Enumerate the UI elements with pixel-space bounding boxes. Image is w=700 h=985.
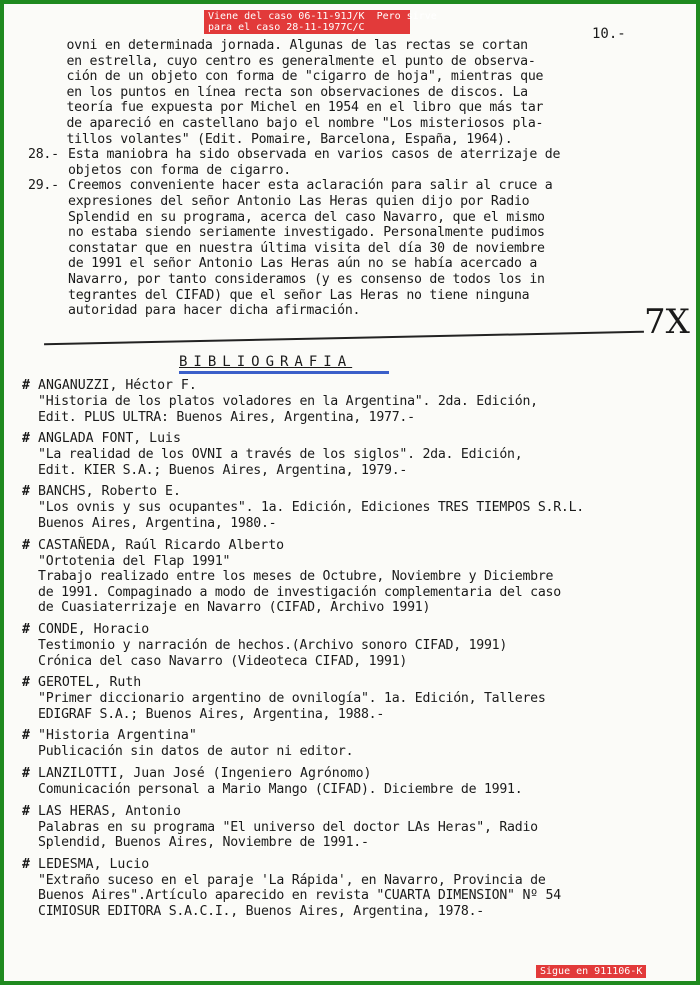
entry-line: EDIGRAF S.A.; Buenos Aires, Argentina, 1988.- <box>38 706 385 722</box>
entry-line: "La realidad de los OVNI a través de los siglos". 2da. Edición, <box>38 447 523 463</box>
entry-author <box>22 804 682 820</box>
entry-author <box>22 766 682 782</box>
author-name: BANCHS, Roberto E. <box>38 484 181 500</box>
note-text: autoridad para hacer dicha afirmación. <box>68 303 361 319</box>
note-28 <box>28 147 668 163</box>
entry-marker: # <box>22 803 30 819</box>
bibliography-entry <box>22 857 682 920</box>
entry-author <box>22 431 682 447</box>
entry-marker: # <box>22 378 30 393</box>
author-name: CASTAÑEDA, Raúl Ricardo Alberto <box>38 537 285 553</box>
entry-line: Trabajo realizado entre los meses de Octubre, Noviembre y Diciembre <box>38 569 554 585</box>
entry-line: Edit. PLUS ULTRA: Buenos Aires, Argentina, 1977.- <box>38 409 415 425</box>
entry-line: de Cuasiaterrizaje en Navarro (CIFAD, Archivo 1991) <box>38 600 431 616</box>
entry-line: Buenos Aires, Argentina, 1980.- <box>38 515 277 531</box>
author-name: "Historia Argentina" <box>38 728 197 744</box>
entry-marker: # <box>22 537 30 553</box>
note-text: objetos con forma de cigarro. <box>68 162 291 178</box>
note-line: en estrella, cuyo centro es generalmente el punto de observa- <box>28 53 536 69</box>
bibliography-entry <box>22 378 682 425</box>
handwritten-divider <box>44 331 644 346</box>
note-number: 29.- <box>28 178 59 194</box>
entry-line: "Historia de los platos voladores en la Argentina". 2da. Edición, <box>38 394 538 409</box>
entry-line: Crónica del caso Navarro (Videoteca CIFAD, 1991) <box>38 653 408 669</box>
author-name: GEROTEL, Ruth <box>38 675 142 691</box>
note-text: tegrantes del CIFAD) que el señor Las Heras no tiene ninguna <box>68 287 530 303</box>
note-line: ovni en determinada jornada. Algunas de las rectas se cortan <box>28 38 528 53</box>
entry-marker: # <box>22 765 30 781</box>
bibliography-entry <box>22 538 682 616</box>
entry-line: "Los ovnis y sus ocupantes". 1a. Edición, Ediciones TRES TIEMPOS S.R.L. <box>38 500 584 516</box>
entry-author <box>22 675 682 691</box>
footnotes-section <box>28 38 668 319</box>
page-number: 10.- <box>592 26 626 42</box>
entry-line: Buenos Aires".Artículo aparecido en revista "CUARTA DIMENSION" Nº 54 <box>38 888 561 904</box>
note-line <box>28 194 668 210</box>
entry-marker: # <box>22 621 30 637</box>
entry-author <box>22 484 682 500</box>
bibliography-heading: BIBLIOGRAFIA <box>179 354 353 370</box>
author-name: LANZILOTTI, Juan José (Ingeniero Agrónomo) <box>38 765 372 781</box>
bibliography-entry <box>22 431 682 478</box>
author-name: LEDESMA, Lucio <box>38 856 150 872</box>
entry-line: "Primer diccionario argentino de ovnilogía". 1a. Edición, Talleres <box>38 691 546 707</box>
bibliography-entry <box>22 484 682 531</box>
entry-marker: # <box>22 431 30 447</box>
heading-highlight <box>179 371 389 374</box>
author-name: ANGLADA FONT, Luis <box>38 431 181 447</box>
note-text: Splendid en su programa, acerca del caso Navarro, que el mismo <box>68 209 545 225</box>
entry-line: CIMIOSUR EDITORA S.A.C.I., Buenos Aires, Argentina, 1978.- <box>38 903 484 919</box>
note-text: expresiones del señor Antonio Las Heras quien dijo por Radio <box>68 193 530 209</box>
entry-author <box>22 622 682 638</box>
entry-line: Palabras en su programa "El universo del doctor LAs Heras", Radio <box>38 819 538 835</box>
entry-author <box>22 538 682 554</box>
note-line: tillos volantes" (Edit. Pomaire, Barcelona, España, 1964). <box>28 131 513 147</box>
note-line <box>28 303 668 319</box>
bibliography-entry <box>22 728 682 760</box>
entry-marker: # <box>22 728 30 744</box>
entry-line: Publicación sin datos de autor ni editor. <box>38 744 354 760</box>
note-line: de apareció en castellano bajo el nombre "Los misteriosos pla- <box>28 115 544 131</box>
continuation-banner: Sigue en 911106-K <box>536 965 646 978</box>
note-line <box>28 241 668 257</box>
bibliography-list <box>22 378 682 925</box>
entry-line: de 1991. Compaginado a modo de investigación complementaria del caso <box>38 584 561 600</box>
entry-marker: # <box>22 484 30 500</box>
author-name: ANGANUZZI, Héctor F. <box>38 378 197 393</box>
note-line: ción de un objeto con forma de "cigarro de hoja", mientras que <box>28 69 544 85</box>
note-text: no estaba siendo seriamente investigado. Personalmente pudimos <box>68 225 545 241</box>
note-29 <box>28 178 668 194</box>
note-number: 28.- <box>28 147 59 163</box>
entry-line: Comunicación personal a Mario Mango (CIFAD). Diciembre de 1991. <box>38 781 523 797</box>
note-line <box>28 272 668 288</box>
note-line <box>28 210 668 226</box>
note-text: constatar que en nuestra última visita del día 30 de noviembre <box>68 240 545 256</box>
entry-author <box>22 728 682 744</box>
bibliography-entry <box>22 675 682 722</box>
note-text: Esta maniobra ha sido observada en varios casos de aterrizaje de <box>68 147 561 163</box>
note-29-body <box>28 194 668 319</box>
entry-line: Edit. KIER S.A.; Buenos Aires, Argentina, 1979.- <box>38 462 408 478</box>
note-line <box>28 225 668 241</box>
note-28-line <box>28 163 668 179</box>
note-line: en los puntos en línea recta son observaciones de discos. La <box>28 84 528 100</box>
bibliography-entry <box>22 766 682 798</box>
note-line: teoría fue expuesta por Michel en 1954 en el libro que más tar <box>28 100 544 116</box>
entry-line: "Extraño suceso en el paraje 'La Rápida', en Navarro, Provincia de <box>38 872 546 888</box>
note-continuation <box>28 38 668 147</box>
handwritten-mark: 7X <box>644 302 690 342</box>
note-line <box>28 256 668 272</box>
entry-author <box>22 378 682 394</box>
entry-author <box>22 857 682 873</box>
note-text: de 1991 el señor Antonio Las Heras aún no se había acercado a <box>68 256 538 272</box>
note-text: Creemos conveniente hacer esta aclaración para salir al cruce a <box>68 178 553 194</box>
author-name: LAS HERAS, Antonio <box>38 803 181 819</box>
entry-marker: # <box>22 675 30 691</box>
entry-line: Splendid, Buenos Aires, Noviembre de 1991.- <box>38 835 369 851</box>
note-text: Navarro, por tanto consideramos (y es consenso de todos los in <box>68 271 545 287</box>
note-line <box>28 288 668 304</box>
bibliography-entry <box>22 622 682 669</box>
entry-marker: # <box>22 856 30 872</box>
origin-case-banner: Viene del caso 06-11-91J/K Pero sirve para el caso 28-11-1977C/C <box>204 10 410 34</box>
entry-line: "Ortotenia del Flap 1991" <box>38 553 231 569</box>
author-name: CONDE, Horacio <box>38 621 150 637</box>
bibliography-entry <box>22 804 682 851</box>
entry-line: Testimonio y narración de hechos.(Archivo sonoro CIFAD, 1991) <box>38 637 508 653</box>
